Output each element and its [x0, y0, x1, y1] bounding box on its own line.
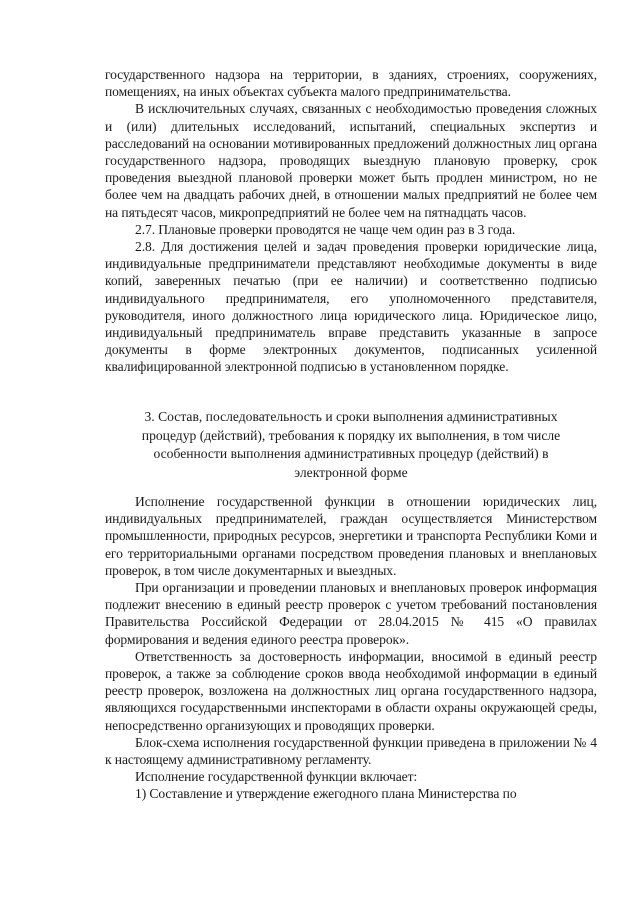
paragraph: Ответственность за достоверность информации, вносимой в единый реестр проверок, а также за соблюдение сроков ввода необходимой информации в единый реестр проверок, возложена на должностных лиц органа государственного надзора, являющихся государственными инспекторами в области охраны окружающей среды, непосредственно организующих и проводящих проверки.: [105, 648, 597, 733]
section-heading-line: процедур (действий), требования к порядку их выполнения, в том числе: [141, 427, 561, 443]
paragraph: Исполнение государственной функции включает:: [135, 769, 418, 785]
paragraph: В исключительных случаях, связанных с необходимостью проведения сложных и (или) длительных исследований, испытаний, специальных экспертиз и расследований на основании мотивированных предложений должностных лиц органа государственного надзора, проводящих выездную плановую проверку, срок проведения выездной плановой проверки может быть продлен министром, но не более чем на двадцать рабочих дней, в отношении малых предприятий не более чем на пятьдесят часов, микропредприятий не более чем на пятнадцать часов.: [105, 101, 597, 220]
section-heading-line: особенности выполнения административных процедур (действий) в: [153, 446, 549, 461]
section-heading-line: 3. Состав, последовательность и сроки выполнения административных: [144, 409, 558, 424]
paragraph: государственного надзора на территории, в зданиях, строениях, сооружениях, помещениях, на иных объектах субъекта малого предпринимательства.: [105, 67, 597, 100]
paragraph: 1) Составление и утверждение ежегодного плана Министерства по: [135, 786, 517, 802]
section-heading-line: электронной форме: [294, 464, 408, 480]
body-text-bottom: [105, 493, 597, 803]
paragraph: 2.8. Для достижения целей и задач проведения проверки юридические лица, индивидуальные предприниматели представляют необходимые документы в виде копий, заверенных печатью (при ее наличии) и соответственно подписью индивидуального предпринимателя, его уполномоченного представителя, руководителя, иного должностного лица юридического лица. Юридическое лицо, индивидуальный предприниматель вправе представить указанные в запросе документы в форме электронных документов, подписанных усиленной квалифицированной электронной подписью в установленном порядке.: [105, 239, 597, 375]
paragraph: Исполнение государственной функции в отношении юридических лиц, индивидуальных предпринимателей, граждан осуществляется Министерством промышленности, природных ресурсов, энергетики и транспорта Республики Коми и его территориальными органами посредством проведения плановых и внеплановых проверок, в том числе документарных и выездных.: [105, 494, 597, 578]
section-heading: [105, 408, 597, 482]
paragraph: Блок-схема исполнения государственной функции приведена в приложении № 4 к настоящему административному регламенту.: [105, 734, 597, 768]
paragraph: При организации и проведении плановых и внеплановых проверок информация подлежит внесению в единый реестр проверок с учетом требований постановления Правительства Российской Федерации от 28.04.2015 № 415 «О правилах формирования и ведения единого реестра проверок».: [105, 580, 597, 647]
body-text-top: [105, 66, 597, 376]
paragraph: 2.7. Плановые проверки проводятся не чаще чем один раз в 3 года.: [135, 221, 516, 237]
